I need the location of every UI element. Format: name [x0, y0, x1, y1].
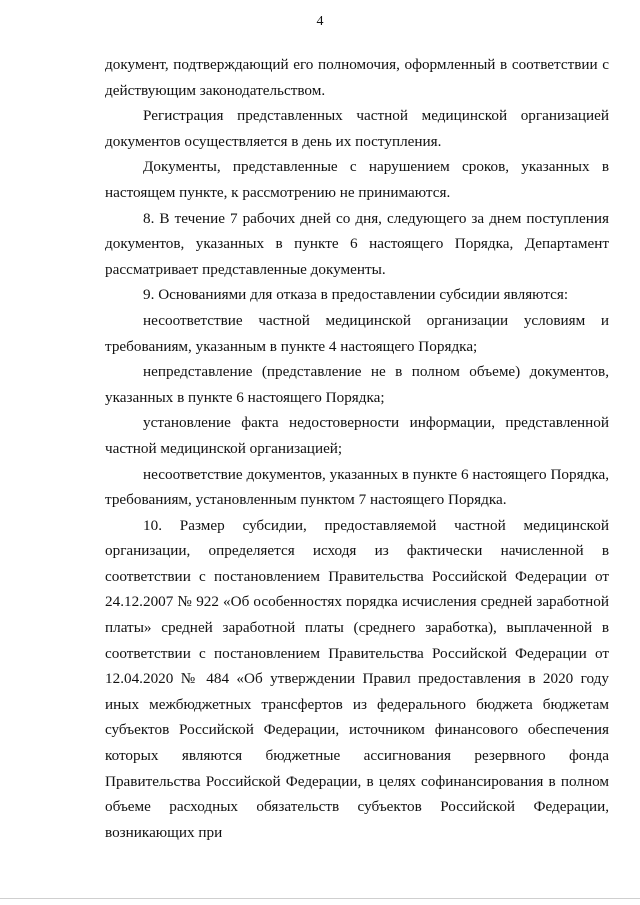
paragraph-refusal-ground-4: несоответствие документов, указанных в пункте 6 настоящего Порядка, требованиям, установленным пунктом 7 настоящего Порядка. [105, 465, 609, 509]
paragraph-refusal-ground-2: непредставление (представление не в полном объеме) документов, указанных в пункте 6 настоящего Порядка; [105, 363, 609, 406]
document-body [105, 52, 609, 845]
scan-edge-line [0, 898, 640, 899]
paragraph-item-9: 9. Основаниями для отказа в предоставлении субсидии являются: [143, 286, 569, 304]
paragraph-item-8: 8. В течение 7 рабочих дней со дня, следующего за днем поступления документов, указанных в пункте 6 настоящего Порядка, Департамент рассматривает представленные документы. [105, 209, 609, 278]
paragraph-refusal-ground-3: установление факта недостоверности информации, представленной частной медицинской организацией; [105, 414, 609, 457]
paragraph-refusal-ground-1: несоответствие частной медицинской организации условиям и требованиям, указанным в пункте 4 настоящего Порядка; [105, 311, 609, 355]
paragraph-continuation: документ, подтверждающий его полномочия, оформленный в соответствии с действующим законодательством. [105, 56, 609, 99]
paragraph-late-documents: Документы, представленные с нарушением сроков, указанных в настоящем пункте, к рассмотрению не принимаются. [105, 158, 609, 201]
page-number: 4 [316, 14, 324, 29]
paragraph-item-10: 10. Размер субсидии, предоставляемой частной медицинской организации, определяется исходя из фактически начисленной в соответствии с постановлением Правительства Российской Федерации от 24.12.2007 № 922 «Об особенностях порядка исчисления средней заработной платы» средней заработной платы (среднего заработка), выплаченной в соответствии с постановлением Правительства Российской Федерации от 12.04.2020 № 484 «Об утверждении Правил предоставления в 2020 году иных межбюджетных трансфертов из федерального бюджета бюджетам субъектов Российской Федерации, источником финансового обеспечения которых являются бюджетные ассигнования резервного фонда Правительства Российской Федерации, в целях софинансирования в полном объеме расходных обязательств субъектов Российской Федерации, возникающих при [105, 516, 609, 841]
paragraph-registration: Регистрация представленных частной медицинской организацией документов осуществляется в день их поступления. [105, 107, 609, 150]
